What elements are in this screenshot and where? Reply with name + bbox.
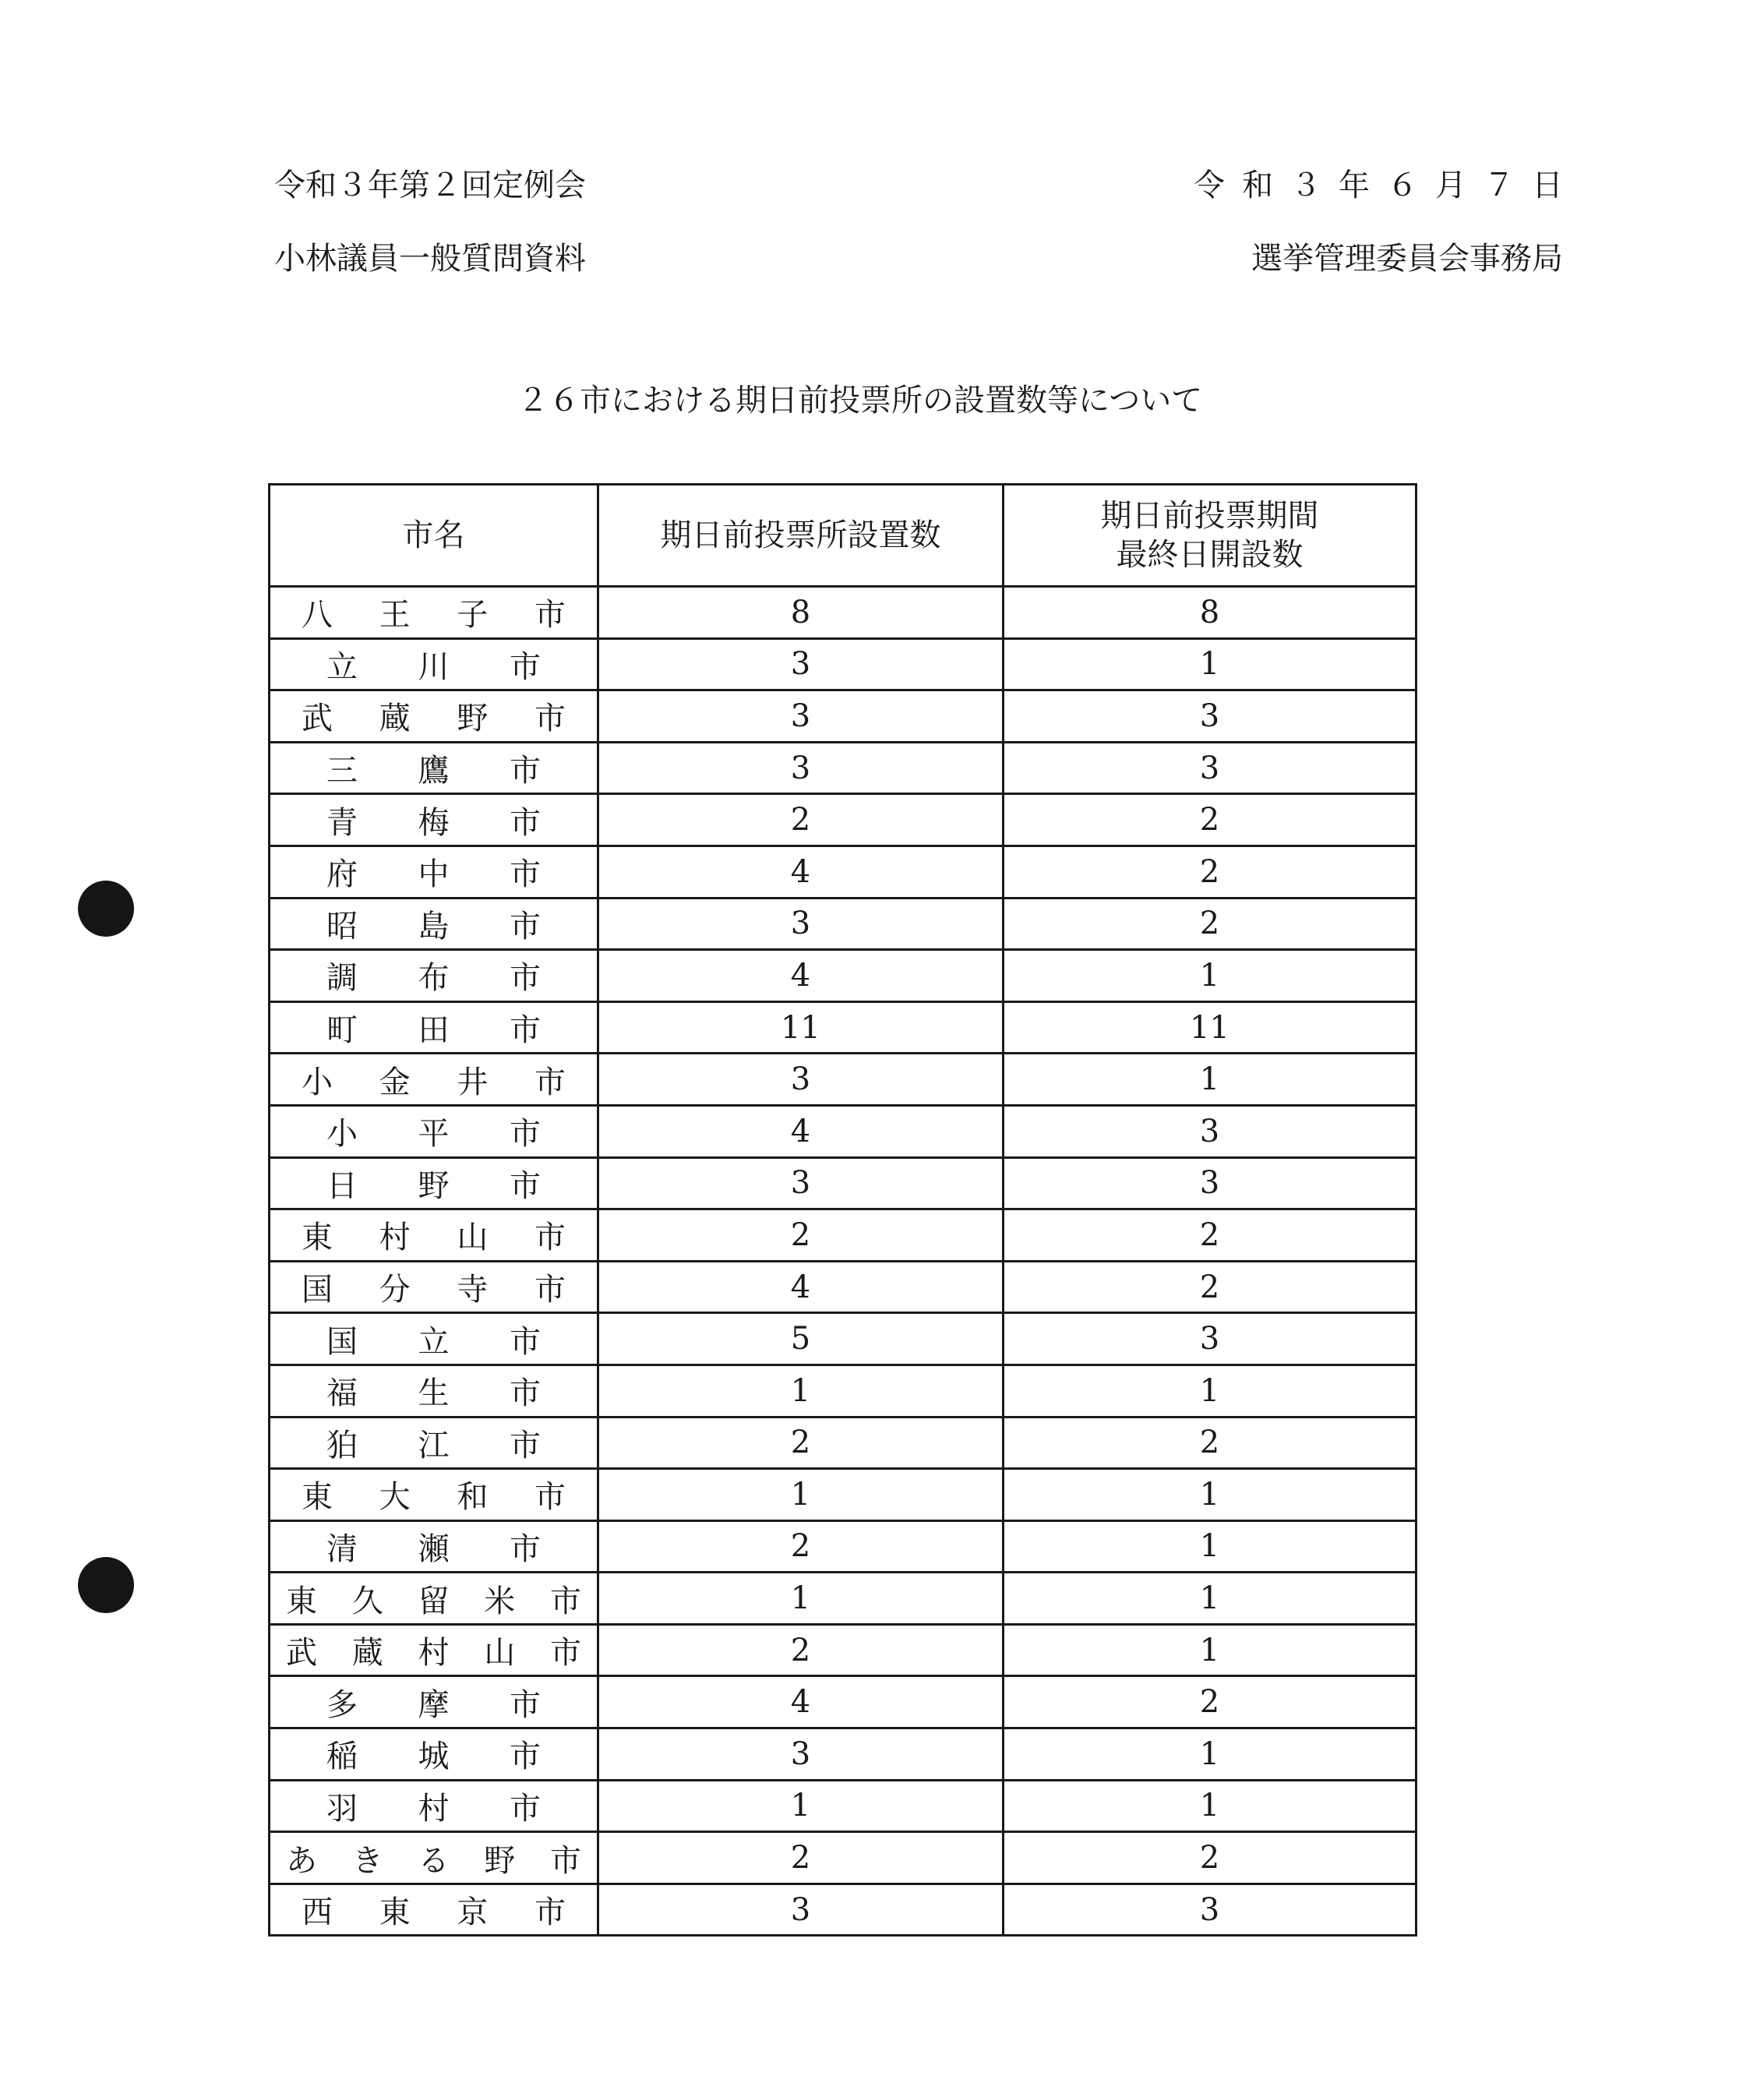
city-name: 三 鷹 市 [326, 753, 541, 789]
city-name-cell [270, 846, 598, 898]
final-day-count: 3 [1004, 1884, 1416, 1936]
table-row [270, 1157, 1416, 1209]
city-name: 国 立 市 [326, 1323, 541, 1360]
city-name-cell [270, 1573, 598, 1625]
stations-count: 3 [598, 690, 1004, 743]
table-row [270, 1469, 1416, 1521]
table-body [270, 587, 1416, 1936]
city-name: 小 平 市 [326, 1116, 541, 1153]
table-row [270, 1676, 1416, 1728]
city-name-cell [270, 742, 598, 794]
table-row [270, 794, 1416, 846]
final-day-count: 1 [1004, 1573, 1416, 1625]
city-name: 東 大 和 市 [302, 1479, 566, 1516]
stations-count: 5 [598, 1313, 1004, 1365]
city-name-cell [270, 1780, 598, 1832]
city-name: 青 梅 市 [326, 804, 541, 841]
table-row [270, 638, 1416, 690]
stations-count: 3 [598, 1884, 1004, 1936]
punch-hole [78, 1557, 134, 1613]
city-name-cell [270, 1054, 598, 1106]
table-row [270, 846, 1416, 898]
city-name: 府 中 市 [326, 856, 541, 893]
column-header-final-day-line1: 期日前投票期間 [1100, 498, 1319, 534]
table-row [270, 1261, 1416, 1313]
final-day-count: 1 [1004, 638, 1416, 690]
table-row [270, 1780, 1416, 1832]
final-day-count: 2 [1004, 898, 1416, 950]
table-row [270, 1728, 1416, 1781]
stations-count: 4 [598, 1105, 1004, 1157]
stations-count: 2 [598, 1832, 1004, 1884]
city-name: 立 川 市 [326, 648, 541, 685]
table-row [270, 898, 1416, 950]
table-row [270, 1417, 1416, 1469]
document-date: 令和３年６月７日 [1194, 168, 1580, 203]
table-row [270, 1105, 1416, 1157]
city-name: 日 野 市 [326, 1167, 541, 1204]
city-name: 西 東 京 市 [302, 1894, 566, 1931]
table-row [270, 1054, 1416, 1106]
city-name-cell [270, 1365, 598, 1417]
stations-count: 2 [598, 1520, 1004, 1573]
stations-count: 3 [598, 898, 1004, 950]
city-name: 狛 江 市 [326, 1427, 541, 1463]
column-header-final-day-line2: 最終日開設数 [1116, 537, 1304, 573]
city-name: 福 生 市 [326, 1375, 541, 1412]
city-name: 清 瀬 市 [326, 1531, 541, 1567]
city-name: 羽 村 市 [326, 1790, 541, 1827]
stations-count: 3 [598, 1157, 1004, 1209]
final-day-count: 2 [1004, 1676, 1416, 1728]
city-name: 町 田 市 [326, 1012, 541, 1049]
stations-count: 11 [598, 1001, 1004, 1054]
city-name-cell [270, 1728, 598, 1781]
stations-count: 1 [598, 1573, 1004, 1625]
column-header-stations: 期日前投票所設置数 [598, 485, 1004, 587]
city-name-cell [270, 1469, 598, 1521]
final-day-count: 2 [1004, 846, 1416, 898]
city-name-cell [270, 1313, 598, 1365]
city-name-cell [270, 690, 598, 743]
city-name: 八 王 子 市 [302, 597, 566, 634]
final-day-count: 3 [1004, 1157, 1416, 1209]
table-row [270, 1209, 1416, 1262]
stations-count: 8 [598, 587, 1004, 639]
issuing-office: 選挙管理委員会事務局 [1251, 241, 1563, 277]
stations-count: 3 [598, 638, 1004, 690]
punch-hole [78, 881, 134, 937]
document-title: ２６市における期日前投票所の設置数等について [517, 383, 1203, 418]
final-day-count: 1 [1004, 1520, 1416, 1573]
city-name-cell [270, 1417, 598, 1469]
final-day-count: 2 [1004, 1209, 1416, 1262]
table-row [270, 1001, 1416, 1054]
city-name-cell [270, 1624, 598, 1676]
table-row [270, 1313, 1416, 1365]
final-day-count: 8 [1004, 587, 1416, 639]
stations-count: 3 [598, 1728, 1004, 1781]
stations-count: 2 [598, 794, 1004, 846]
stations-count: 3 [598, 1054, 1004, 1106]
city-name-cell [270, 1676, 598, 1728]
city-name: 武 蔵 野 市 [302, 701, 566, 737]
stations-count: 1 [598, 1780, 1004, 1832]
table-row [270, 950, 1416, 1002]
city-name-cell [270, 794, 598, 846]
table-row [270, 587, 1416, 639]
stations-count: 1 [598, 1469, 1004, 1521]
city-name-cell [270, 587, 598, 639]
table-row [270, 690, 1416, 743]
city-name-cell [270, 898, 598, 950]
table-row [270, 1832, 1416, 1884]
final-day-count: 3 [1004, 690, 1416, 743]
city-name: 小 金 井 市 [302, 1064, 566, 1100]
city-name: 東 村 山 市 [302, 1220, 566, 1256]
polling-stations-table [268, 483, 1417, 1937]
city-name-cell [270, 1157, 598, 1209]
stations-count: 4 [598, 950, 1004, 1002]
city-name: 国 分 寺 市 [302, 1272, 566, 1308]
stations-count: 4 [598, 1676, 1004, 1728]
city-name-cell [270, 1001, 598, 1054]
city-name: 調 布 市 [326, 960, 541, 997]
table-row [270, 1884, 1416, 1936]
city-name: あ き る 野 市 [286, 1842, 581, 1879]
final-day-count: 1 [1004, 1624, 1416, 1676]
city-name-cell [270, 1520, 598, 1573]
stations-count: 2 [598, 1209, 1004, 1262]
final-day-count: 3 [1004, 1105, 1416, 1157]
city-name-cell [270, 638, 598, 690]
final-day-count: 2 [1004, 1417, 1416, 1469]
final-day-count: 2 [1004, 794, 1416, 846]
city-name-cell [270, 1832, 598, 1884]
stations-count: 1 [598, 1365, 1004, 1417]
city-name: 昭 島 市 [326, 908, 541, 944]
city-name-cell [270, 1261, 598, 1313]
final-day-count: 3 [1004, 742, 1416, 794]
table-row [270, 1365, 1416, 1417]
column-header-city: 市名 [270, 485, 598, 587]
city-name: 東 久 留 米 市 [286, 1583, 581, 1619]
final-day-count: 1 [1004, 1365, 1416, 1417]
city-name: 稲 城 市 [326, 1739, 541, 1775]
city-name: 武 蔵 村 山 市 [286, 1635, 581, 1672]
city-name-cell [270, 950, 598, 1002]
final-day-count: 1 [1004, 1469, 1416, 1521]
table-row [270, 1624, 1416, 1676]
stations-count: 4 [598, 846, 1004, 898]
city-name-cell [270, 1105, 598, 1157]
material-label: 小林議員一般質問資料 [274, 241, 586, 277]
city-name-cell [270, 1209, 598, 1262]
final-day-count: 2 [1004, 1832, 1416, 1884]
table-row [270, 1520, 1416, 1573]
city-name: 多 摩 市 [326, 1686, 541, 1723]
final-day-count: 1 [1004, 950, 1416, 1002]
column-header-final-day [1004, 485, 1416, 587]
city-name-cell [270, 1884, 598, 1936]
table-header-row [270, 485, 1416, 587]
final-day-count: 1 [1004, 1728, 1416, 1781]
stations-count: 2 [598, 1417, 1004, 1469]
final-day-count: 2 [1004, 1261, 1416, 1313]
final-day-count: 11 [1004, 1001, 1416, 1054]
table-row [270, 742, 1416, 794]
stations-count: 2 [598, 1624, 1004, 1676]
table-row [270, 1573, 1416, 1625]
final-day-count: 3 [1004, 1313, 1416, 1365]
stations-count: 4 [598, 1261, 1004, 1313]
stations-count: 3 [598, 742, 1004, 794]
final-day-count: 1 [1004, 1780, 1416, 1832]
meeting-label: 令和３年第２回定例会 [274, 168, 586, 203]
final-day-count: 1 [1004, 1054, 1416, 1106]
